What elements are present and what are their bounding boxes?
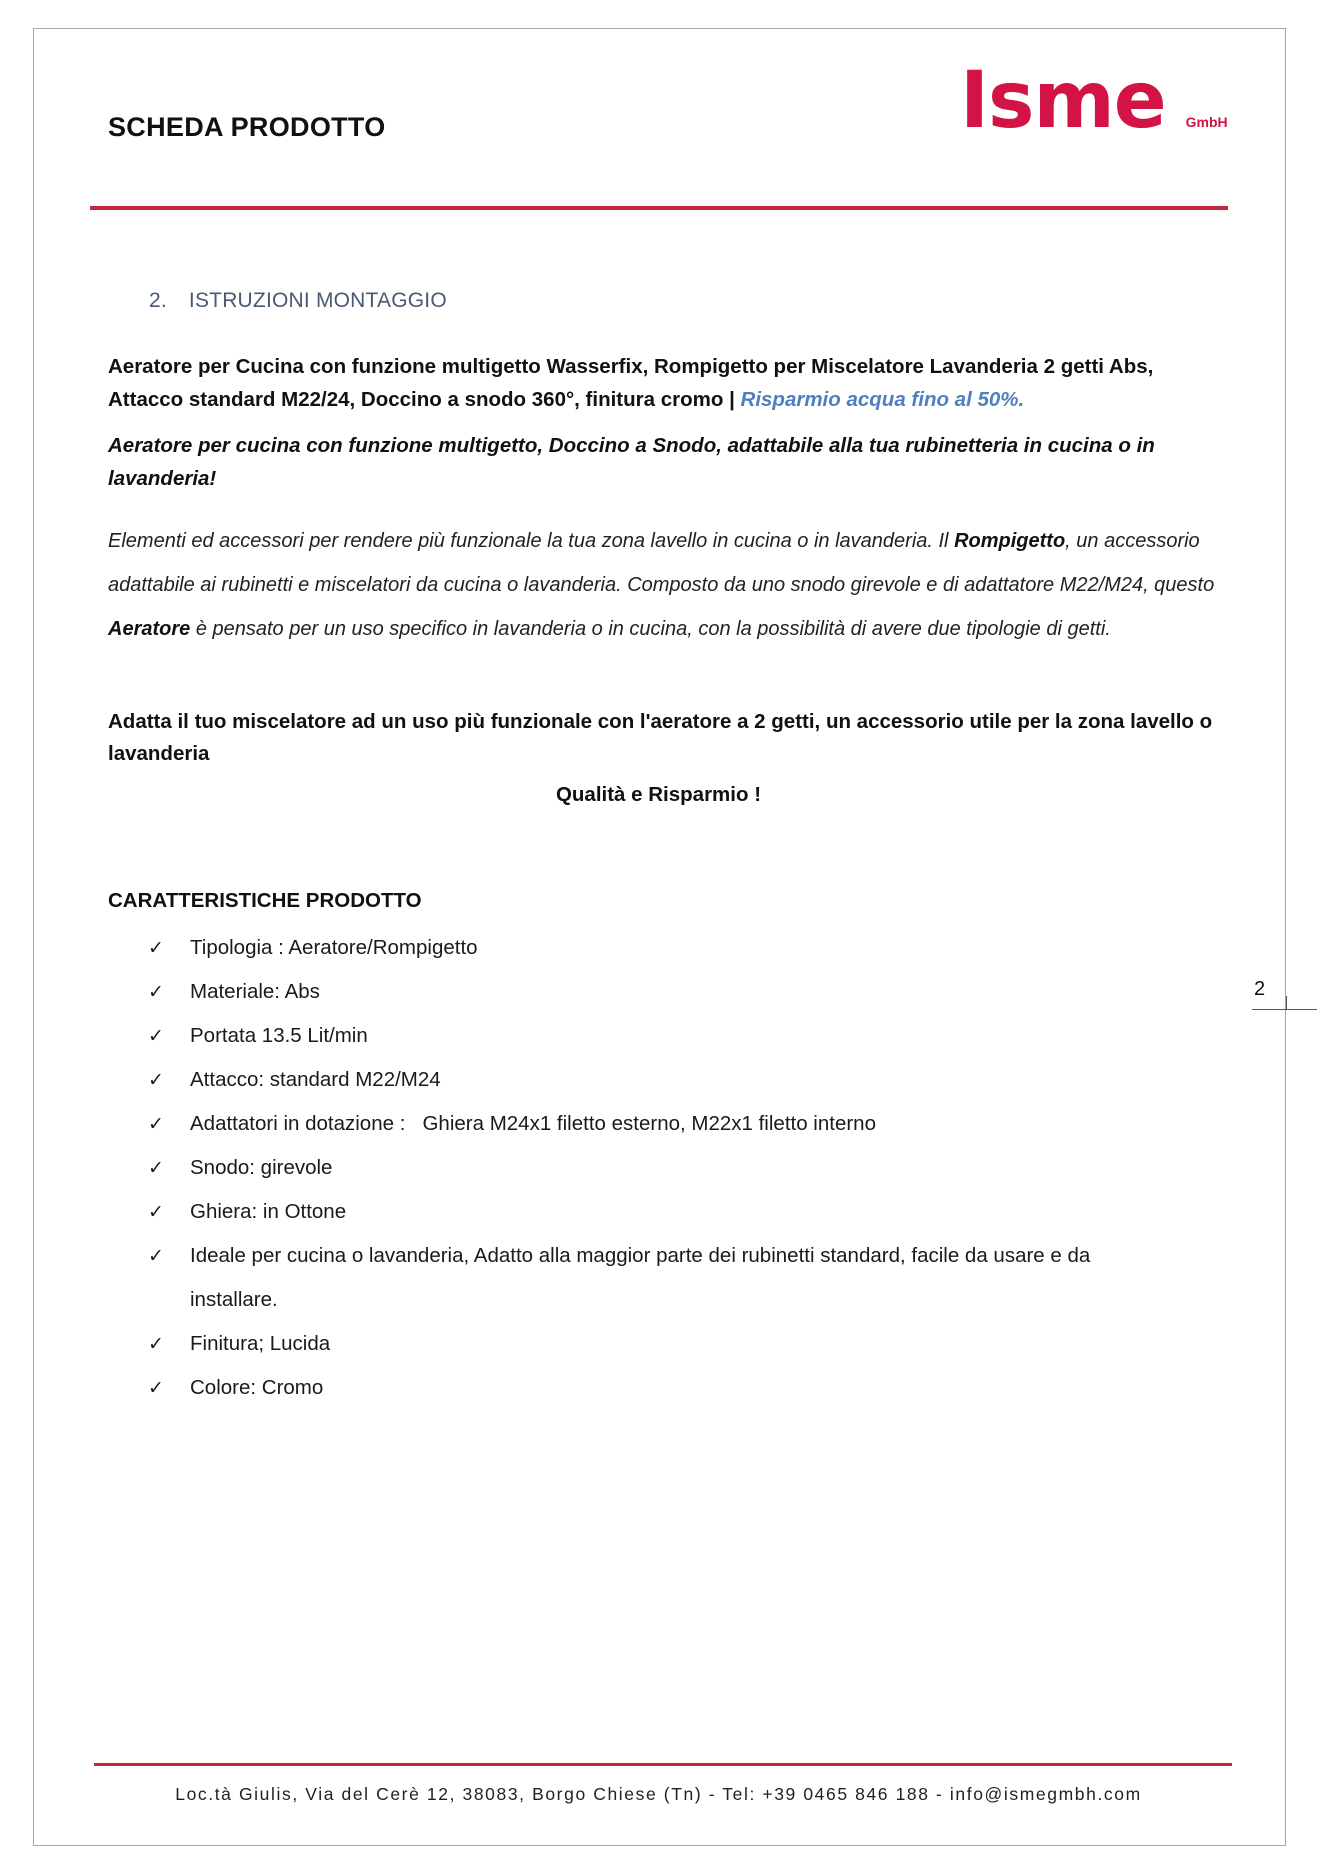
headline-separator: |: [729, 388, 735, 411]
checkmark-icon: ✓: [148, 1157, 164, 1179]
checkmark-icon: ✓: [148, 1113, 164, 1135]
page-number-tick: [1286, 996, 1287, 1009]
feature-item: ✓ Finitura; Lucida: [148, 1322, 1148, 1366]
product-headline: [108, 350, 1220, 416]
checkmark-icon: ✓: [148, 1245, 164, 1267]
checkmark-icon: ✓: [148, 1377, 164, 1399]
footer-divider: [94, 1763, 1232, 1766]
company-logo: [960, 56, 1228, 146]
feature-item: ✓ Portata 13.5 Lit/min: [148, 1014, 1148, 1058]
section-title: ISTRUZIONI MONTAGGIO: [188, 289, 447, 312]
section-number: 2.: [149, 289, 167, 312]
page-number-rule: [1252, 1009, 1317, 1010]
tagline: Qualità e Risparmio !: [555, 783, 762, 806]
headline-text: Aeratore per Cucina con funzione multigetto Wasserfix, Rompigetto per Miscelatore Lavanderia 2 getti Abs, Attacco standard M22/24, Doccino a snodo 360°, finitura cromo: [108, 355, 1154, 411]
footer-address: Loc.tà Giulis, Via del Cerè 12, 38083, Borgo Chiese (Tn) - Tel: +39 0465 846 188 - info@ismegmbh.com: [175, 1784, 1142, 1804]
feature-item: ✓ Snodo: girevole: [148, 1146, 1148, 1190]
description-bold-aeratore: Aeratore: [108, 618, 191, 640]
logo-wordmark: Isme: [960, 56, 1166, 146]
document-title: SCHEDA PRODOTTO: [108, 112, 386, 142]
feature-item: ✓ Attacco: standard M22/M24: [148, 1058, 1148, 1102]
product-subtitle: Aeratore per cucina con funzione multigetto, Doccino a Snodo, adattabile alla tua rubinetteria in cucina o in lavanderia!: [108, 434, 1155, 490]
checkmark-icon: ✓: [148, 937, 164, 959]
water-saving-highlight: Risparmio acqua fino al 50%.: [740, 388, 1025, 411]
checkmark-icon: ✓: [148, 1069, 164, 1091]
feature-item: ✓ Ideale per cucina o lavanderia, Adatto alla maggior parte dei rubinetti standard, facile da usare e da installare.: [148, 1234, 1148, 1322]
feature-item: ✓ Ghiera: in Ottone: [148, 1190, 1148, 1234]
header-divider: [90, 206, 1228, 210]
product-description: [108, 519, 1220, 651]
feature-item: ✓ Tipologia : Aeratore/Rompigetto: [148, 926, 1148, 970]
checkmark-icon: ✓: [148, 1201, 164, 1223]
description-text: è pensato per un uso specifico in lavanderia o in cucina, con la possibilità di avere due tipologie di getti.: [190, 618, 1111, 640]
description-text: , un accessorio adattabile ai rubinetti e miscelatori da cucina o lavanderia. Composto da uno snodo girevole e di adattatore M22/M24, questo: [108, 530, 1215, 596]
adapt-paragraph: Adatta il tuo miscelatore ad un uso più funzionale con l'aeratore a 2 getti, un accessorio utile per la zona lavello o lavanderia: [108, 710, 1213, 765]
features-list: [148, 926, 1148, 1410]
section-heading: [149, 289, 447, 313]
features-heading: CARATTERISTICHE PRODOTTO: [108, 889, 422, 912]
description-bold-rompigetto: Rompigetto: [954, 530, 1066, 552]
description-text: Elementi ed accessori per rendere più funzionale la tua zona lavello in cucina o in lavanderia. Il: [108, 530, 955, 552]
checkmark-icon: ✓: [148, 981, 164, 1003]
logo-suffix: GmbH: [1185, 114, 1228, 130]
checkmark-icon: ✓: [148, 1025, 164, 1047]
feature-item: ✓ Colore: Cromo: [148, 1366, 1148, 1410]
feature-item: ✓ Adattatori in dotazione : Ghiera M24x1 filetto esterno, M22x1 filetto interno: [148, 1102, 1148, 1146]
checkmark-icon: ✓: [148, 1333, 164, 1355]
page-number: 2: [1254, 978, 1266, 1000]
feature-item: ✓ Materiale: Abs: [148, 970, 1148, 1014]
